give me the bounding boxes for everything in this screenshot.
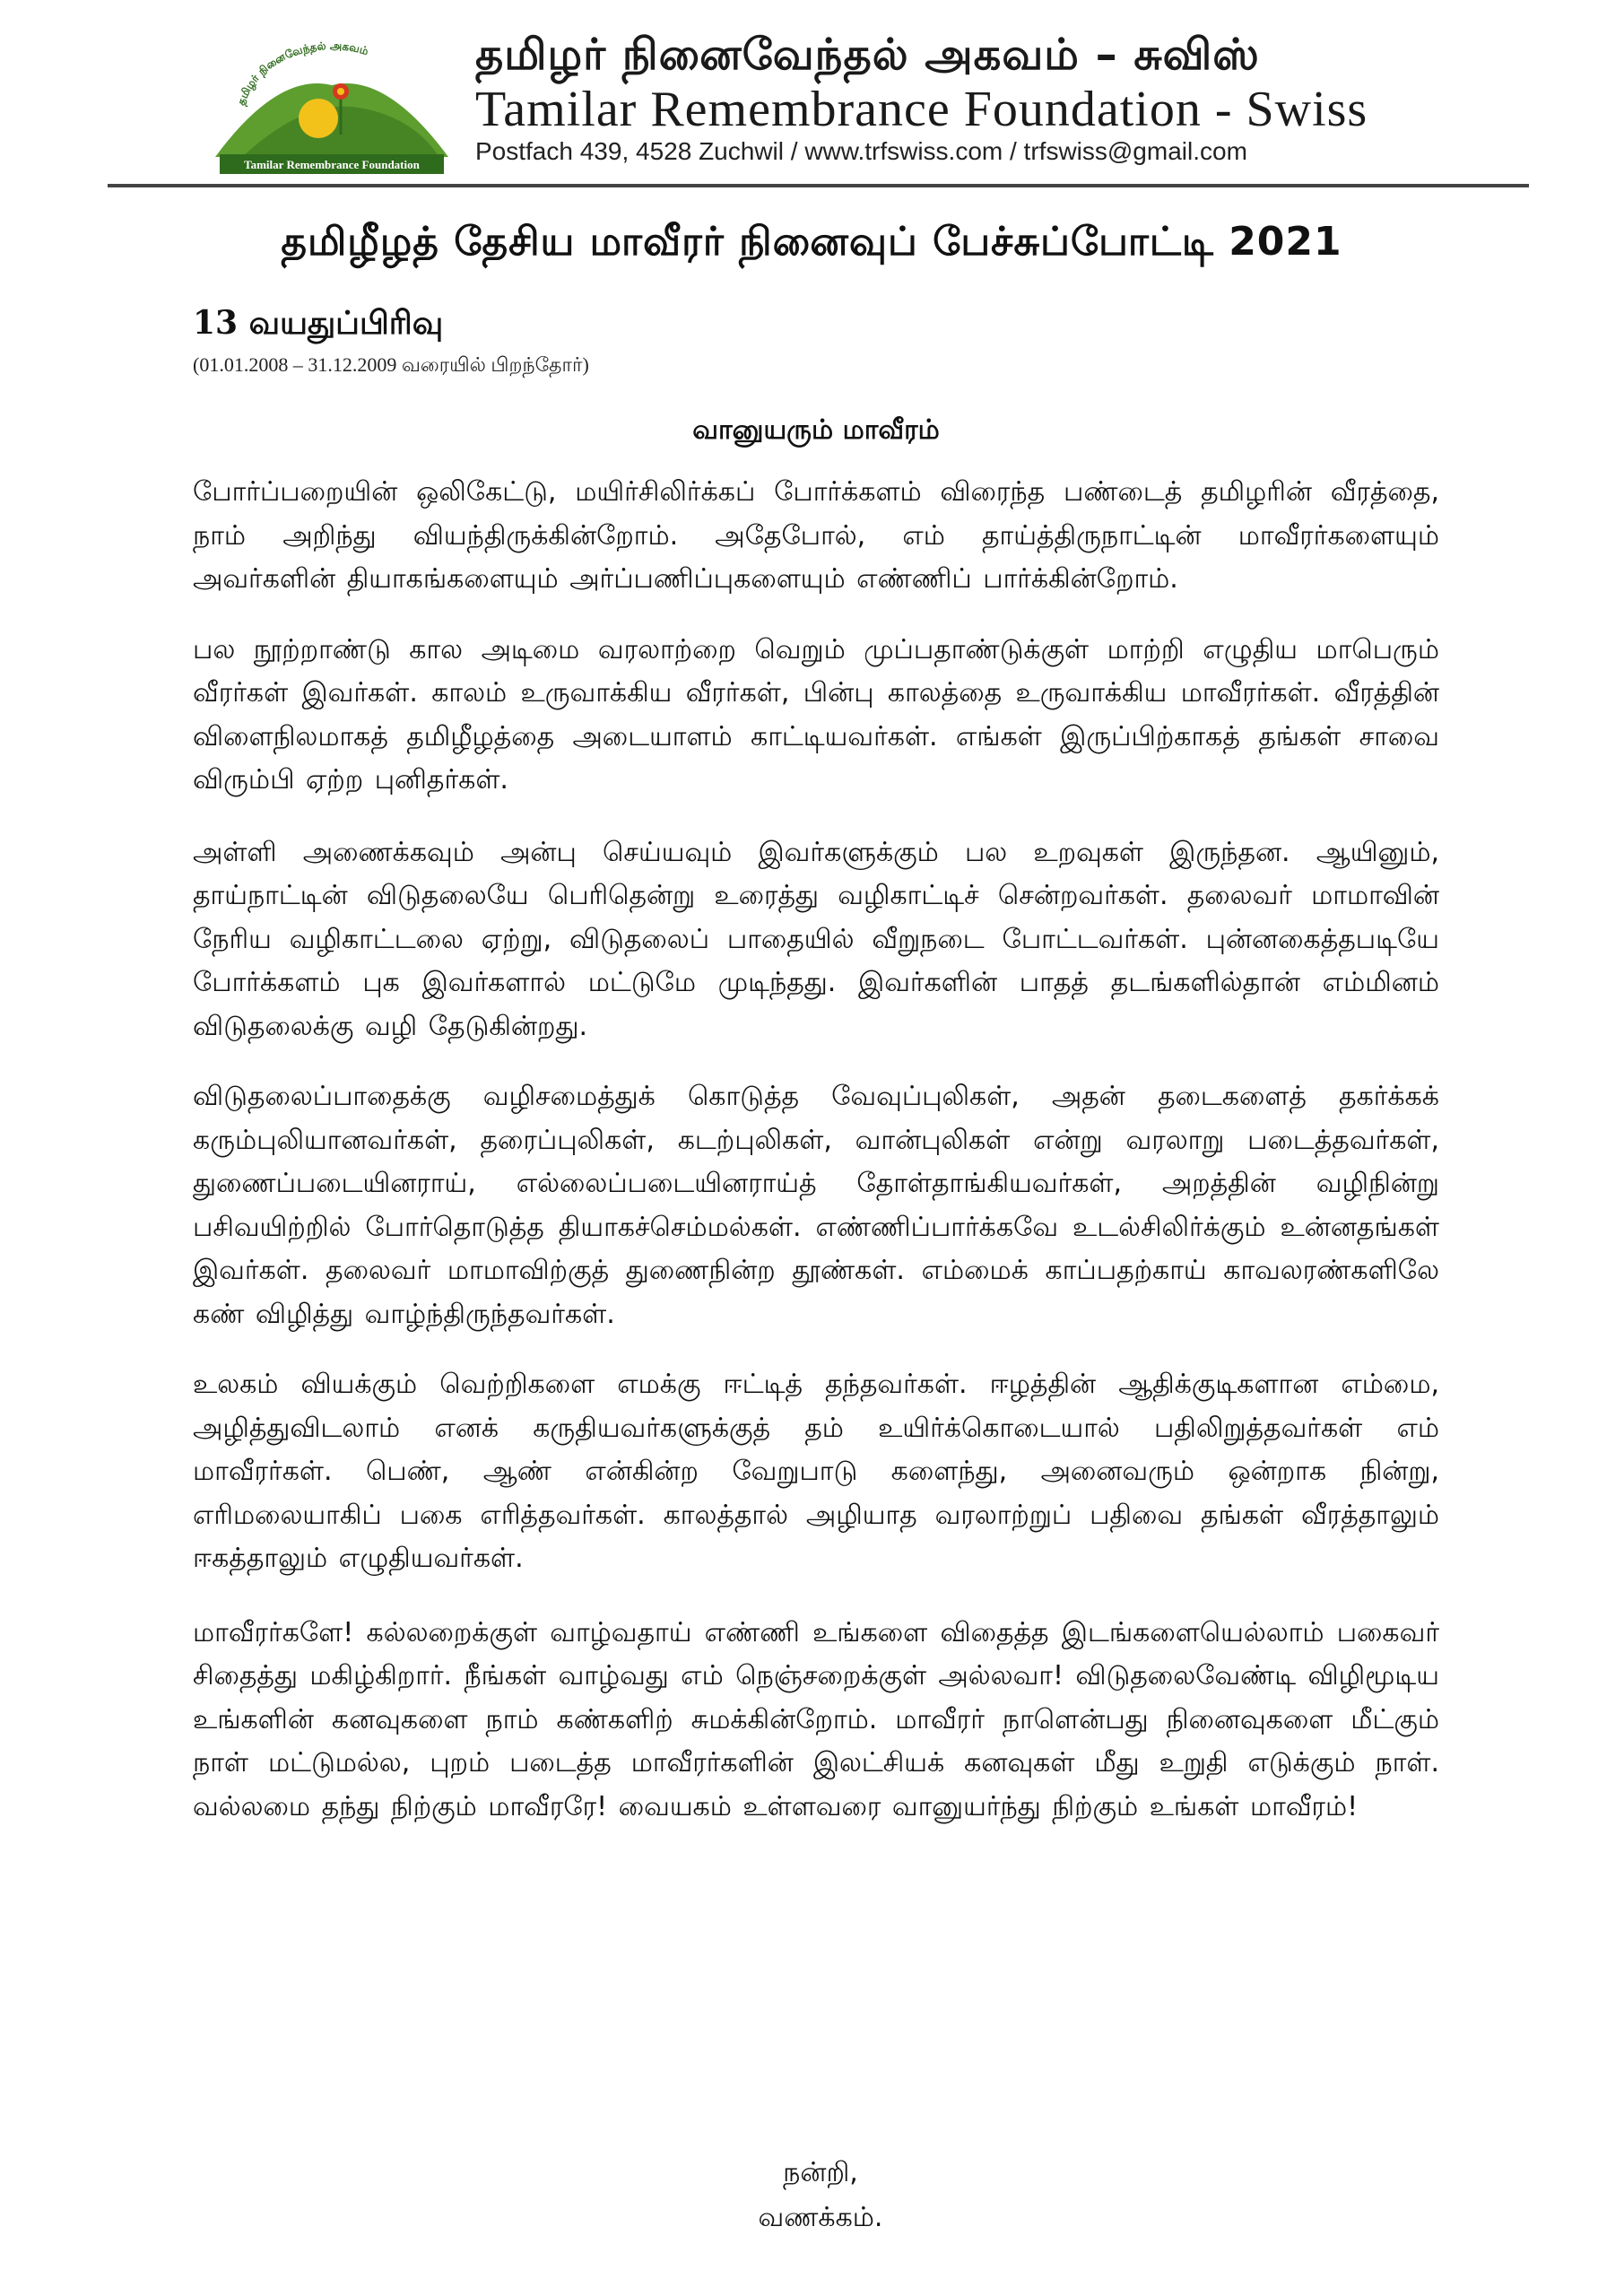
- org-name-tamil: தமிழர் நினைவேந்தல் அகவம் – சுவிஸ்: [475, 30, 1260, 80]
- speech-title: வானுயரும் மாவீரம்: [692, 414, 940, 446]
- contact-line: Postfach 439, 4528 Zuchwil / www.trfswiss.com / trfswiss@gmail.com: [475, 137, 1247, 165]
- paragraph: விடுதலைப்பாதைக்கு வழிசமைத்துக் கொடுத்த வேவுப்புலிகள், அதன் தடைகளைத் தகர்க்கக் கரும்புலியானவர்கள், தரைப்புலிகள், கடற்புலிகள், வான்புலிகள் என்று வரலாறு படைத்தவர்கள், துணைப்படையினராய், எல்லைப்படையினராய்த் தோள்தாங்கியவர்கள், அறத்தின் வழிநின்று பசிவயிற்றில் போர்தொடுத்த தியாகச்செம்மல்கள். எண்ணிப்பார்க்கவே உடல்சிலிர்க்கும் உன்னதங்கள் இவர்கள். தலைவர் மாமாவிற்குத் துணைநின்ற தூண்கள். எம்மைக் காப்பதற்காய் காவலரண்களிலே கண் விழித்து வாழ்ந்திருந்தவர்கள்.: [193, 1081, 1439, 1330]
- birth-date-range: (01.01.2008 – 31.12.2009 வரையில் பிறந்தோர்): [193, 353, 589, 376]
- paragraph: அள்ளி அணைக்கவும் அன்பு செய்யவும் இவர்களுக்கும் பல உறவுகள் இருந்தன. ஆயினும், தாய்நாட்டின் விடுதலையே பெரிதென்று உரைத்து வழிகாட்டிச் சென்றவர்கள். தலைவர் மாமாவின் நேரிய வழிகாட்டலை ஏற்று, விடுதலைப் பாதையில் வீறுநடை போட்டவர்கள். புன்னகைத்தபடியே போர்க்களம் புக இவர்களால் மட்டுமே முடிந்தது. இவர்களின் பாதத் தடங்களில்தான் எம்மினம் விடுதலைக்கு வழி தேடுகின்றது.: [193, 836, 1439, 1042]
- speech-body: [193, 471, 1439, 1861]
- logo-arc-text: தமிழர் நினைவேந்தல் அகவம்: [234, 39, 370, 108]
- paragraph: பல நூற்றாண்டு கால அடிமை வரலாற்றை வெறும் முப்பதாண்டுக்குள் மாற்றி எழுதிய மாபெரும் வீரர்கள் இவர்கள். காலம் உருவாக்கிய வீரர்கள், பின்பு காலத்தை உருவாக்கிய மாவீரர்கள். வீரத்தின் விளைநிலமாகத் தமிழீழத்தை அடையாளம் காட்டியவர்கள். எங்கள் இருப்பிற்காகத் தங்கள் சாவை விரும்பி ஏற்ற புனிதர்கள்.: [193, 633, 1439, 796]
- sun-icon: [299, 99, 338, 138]
- paragraph: போர்ப்பறையின் ஒலிகேட்டு, மயிர்சிலிர்க்கப் போர்க்களம் விரைந்த பண்டைத் தமிழரின் வீரத்தை, நாம் அறிந்து வியந்திருக்கின்றோம். அதேபோல், எம் தாய்த்திருநாட்டின் மாவீரர்களையும் அவர்களின் தியாகங்களையும் அர்ப்பணிப்புகளையும் எண்ணிப் பார்க்கின்றோம்.: [193, 476, 1439, 595]
- header-divider: [108, 184, 1529, 187]
- logo-banner-text: Tamilar Remembrance Foundation: [244, 158, 420, 171]
- letterhead: [206, 27, 1533, 170]
- document-title: தமிழீழத் தேசிய மாவீரர் நினைவுப் பேச்சுப்போட்டி 2021: [281, 219, 1342, 265]
- paragraph: உலகம் வியக்கும் வெற்றிகளை எமக்கு ஈட்டித் தந்தவர்கள். ஈழத்தின் ஆதிக்குடிகளான எம்மை, அழித்துவிடலாம் எனக் கருதியவர்களுக்குத் தம் உயிர்க்கொடையால் பதிலிறுத்தவர்கள் எம் மாவீரர்கள். பெண், ஆண் என்கின்ற வேறுபாடு களைந்து, அனைவரும் ஒன்றாக நின்று, எரிமலையாகிப் பகை எரித்தவர்கள். காலத்தால் அழியாத வரலாற்றுப் பதிவை தங்கள் வீரத்தாலும் ஈகத்தாலும் எழுதியவர்கள்.: [193, 1369, 1439, 1574]
- paragraph: மாவீரர்களே! கல்லறைக்குள் வாழ்வதாய் எண்ணி உங்களை விதைத்த இடங்களையெல்லாம் பகைவர் சிதைத்து மகிழ்கிறார். நீங்கள் வாழ்வது எம் நெஞ்சறைக்குள் அல்லவா! விடுதலைவேண்டி விழிமூடிய உங்களின் கனவுகளை நாம் கண்களிற் சுமக்கின்றோம். மாவீரர் நாளென்பது நினைவுகளை மீட்கும் நாள் மட்டுமல்ல, புறம் படைத்த மாவீரர்களின் இலட்சியக் கனவுகள் மீது உறுதி எடுக்கும் நாள். வல்லமை தந்து நிற்கும் மாவீரரே! வையகம் உள்ளவரை வானுயர்ந்து நிற்கும் உங்கள் மாவீரம்!: [193, 1616, 1439, 1822]
- age-group-heading: 13 வயதுப்பிரிவு: [193, 304, 444, 342]
- foundation-logo: [206, 36, 457, 179]
- closing-thanks: நன்றி,: [783, 2157, 858, 2188]
- org-name-english: Tamilar Remembrance Foundation - Swiss: [475, 82, 1368, 137]
- closing-greeting: வணக்கம்.: [758, 2202, 883, 2233]
- organization-block: [475, 27, 1551, 167]
- closing-block: [731, 2151, 910, 2240]
